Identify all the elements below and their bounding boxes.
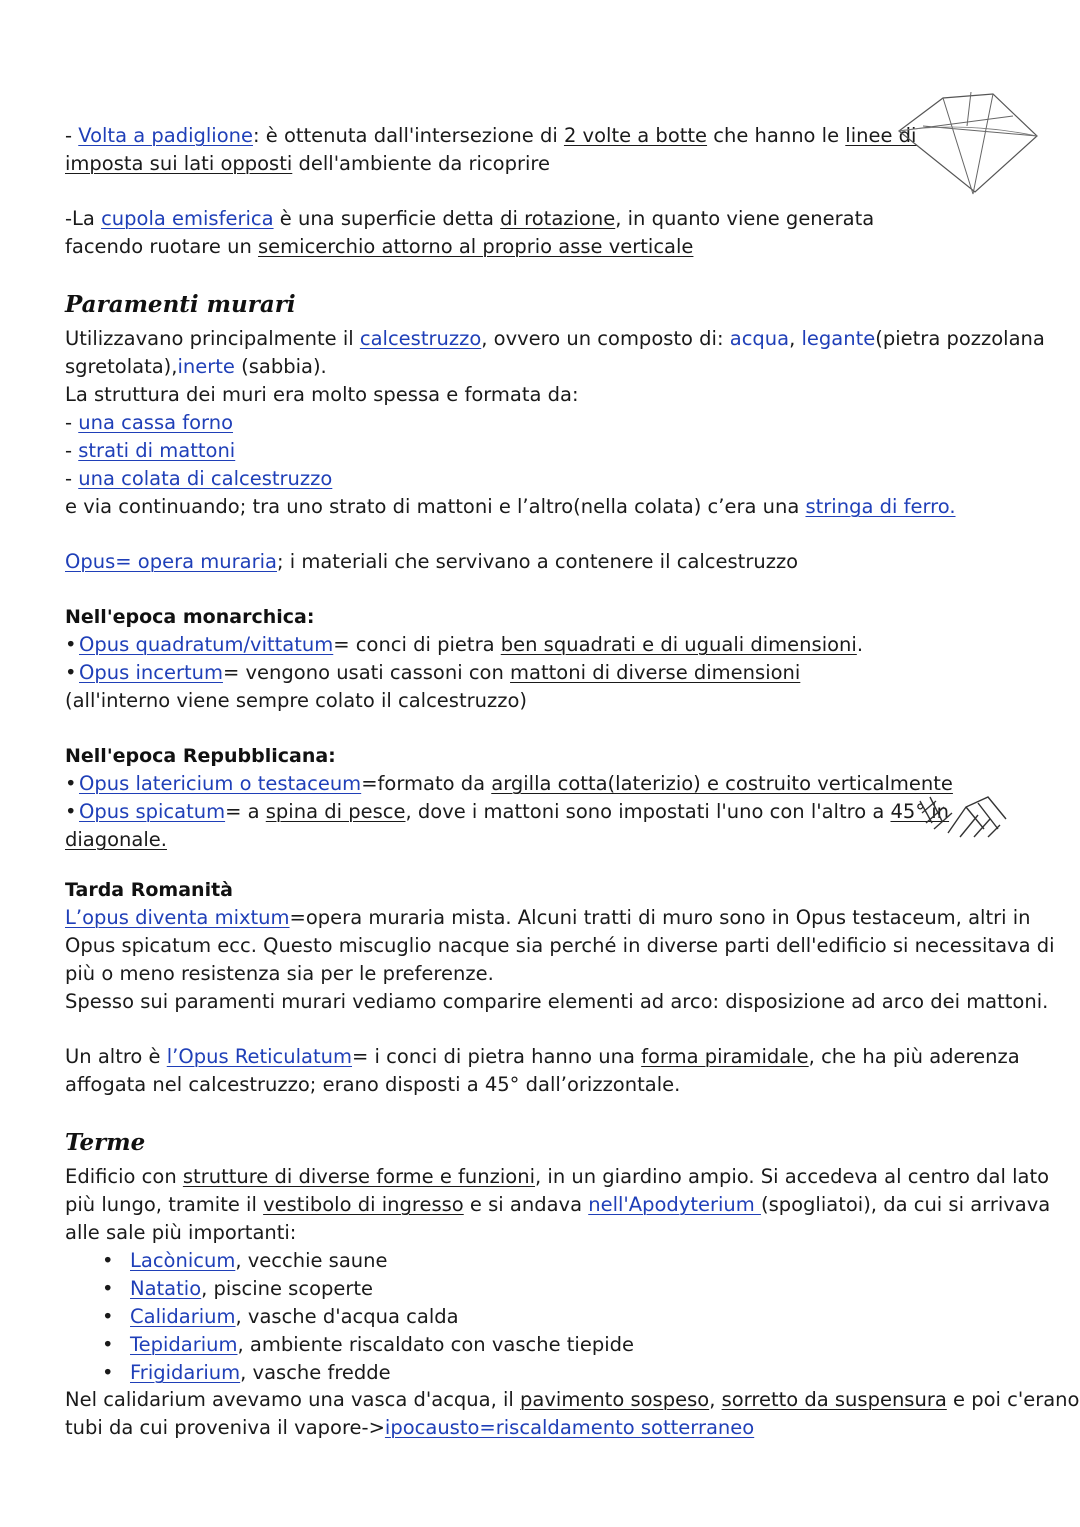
cupola-line-2: facendo ruotare un semicerchio attorno al proprio asse verticale (65, 235, 694, 258)
tarda-line-6: affogata nel calcestruzzo; erano disposti a 45° dall’orizzontale. (65, 1073, 681, 1096)
terme-line-2: più lungo, tramite il vestibolo di ingresso e si andava nell'Apodyterium (spogliatoi), da cui si arrivava (65, 1193, 1051, 1216)
term-volta-padiglione: Volta a padiglione (78, 124, 253, 147)
list-item: • Opus latericium o testaceum=formato da argilla cotta(laterizio) e costruito verticalmente (65, 772, 953, 795)
repubblicana-line-3: diagonale. (65, 828, 167, 851)
term-stringa-di-ferro: stringa di ferro. (805, 495, 956, 518)
term-cupola-emisferica: cupola emisferica (101, 207, 274, 230)
list-item: • Natatio, piscine scoperte (102, 1277, 374, 1300)
terme-line-9: Nel calidarium avevamo una vasca d'acqua, il pavimento sospeso, sorretto da suspensura e poi c'erano (65, 1388, 1080, 1411)
list-item: • Opus quadratum/vittatum= conci di pietra ben squadrati e di uguali dimensioni. (65, 633, 864, 656)
list-item: - una colata di calcestruzzo (65, 467, 333, 490)
tarda-line-3: più o meno resistenza sia per le preferenze. (65, 962, 494, 985)
list-item: • Lacònicum, vecchie saune (102, 1249, 388, 1272)
heading-tarda-romanita: Tarda Romanità (65, 879, 233, 901)
tarda-line-5: Un altro è l’Opus Reticulatum= i conci di pietra hanno una forma piramidale, che ha più aderenza (65, 1045, 1020, 1068)
opus-definition: Opus= opera muraria; i materiali che servivano a contenere il calcestruzzo (65, 550, 799, 573)
list-item: • Frigidarium, vasche fredde (102, 1361, 391, 1384)
paramenti-line-2: sgretolata),inerte (sabbia). (65, 355, 327, 378)
list-item: • Opus incertum= vengono usati cassoni con mattoni di diverse dimensioni (65, 661, 801, 684)
list-item: • Calidarium, vasche d'acqua calda (102, 1305, 459, 1328)
heading-epoca-repubblicana: Nell'epoca Repubblicana: (65, 745, 336, 767)
paramenti-line-7: e via continuando; tra uno strato di mattoni e l’altro(nella colata) c’era una stringa di ferro. (65, 495, 956, 518)
volta-line-2: imposta sui lati opposti dell'ambiente da ricoprire (65, 152, 550, 175)
list-item: • Tepidarium, ambiente riscaldato con vasche tiepide (102, 1333, 634, 1356)
tarda-line-4: Spesso sui paramenti murari vediamo comparire elementi ad arco: disposizione ad arco dei mattoni. (65, 990, 1049, 1013)
opus-spicatum-sketch (918, 793, 1010, 843)
list-item: • Opus spicatum= a spina di pesce, dove i mattoni sono impostati l'uno con l'altro a 45° in (65, 800, 950, 823)
terme-line-10: tubi da cui proveniva il vapore->ipocausto=riscaldamento sotterraneo (65, 1416, 755, 1439)
heading-paramenti-murari: Paramenti murari (65, 291, 296, 318)
volta-padiglione-sketch (893, 86, 1043, 198)
terme-line-1: Edificio con strutture di diverse forme e funzioni, in un giardino ampio. Si accedeva al centro dal lato (65, 1165, 1050, 1188)
terme-line-3: alle sale più importanti: (65, 1221, 297, 1244)
list-item: - strati di mattoni (65, 439, 236, 462)
tarda-line-2: Opus spicatum ecc. Questo miscuglio nacque sia perché in diverse parti dell'edificio si necessitava di (65, 934, 1055, 957)
cupola-line-1: -La cupola emisferica è una superficie detta di rotazione, in quanto viene generata (65, 207, 875, 230)
term-calcestruzzo: calcestruzzo (359, 327, 482, 350)
paramenti-line-1: Utilizzavano principalmente il calcestruzzo, ovvero un composto di: acqua, legante(pietra pozzolana (65, 327, 1045, 350)
paramenti-line-3: La struttura dei muri era molto spessa e formata da: (65, 383, 579, 406)
monarchica-note: (all'interno viene sempre colato il calcestruzzo) (65, 689, 527, 712)
volta-line-1: - Volta a padiglione: è ottenuta dall'intersezione di 2 volte a botte che hanno le linee di (65, 124, 917, 147)
tarda-line-1: L’opus diventa mixtum=opera muraria mista. Alcuni tratti di muro sono in Opus testaceum, altri in (65, 906, 1031, 929)
heading-epoca-monarchica: Nell'epoca monarchica: (65, 606, 315, 628)
heading-terme: Terme (65, 1129, 146, 1156)
list-item: - una cassa forno (65, 411, 234, 434)
